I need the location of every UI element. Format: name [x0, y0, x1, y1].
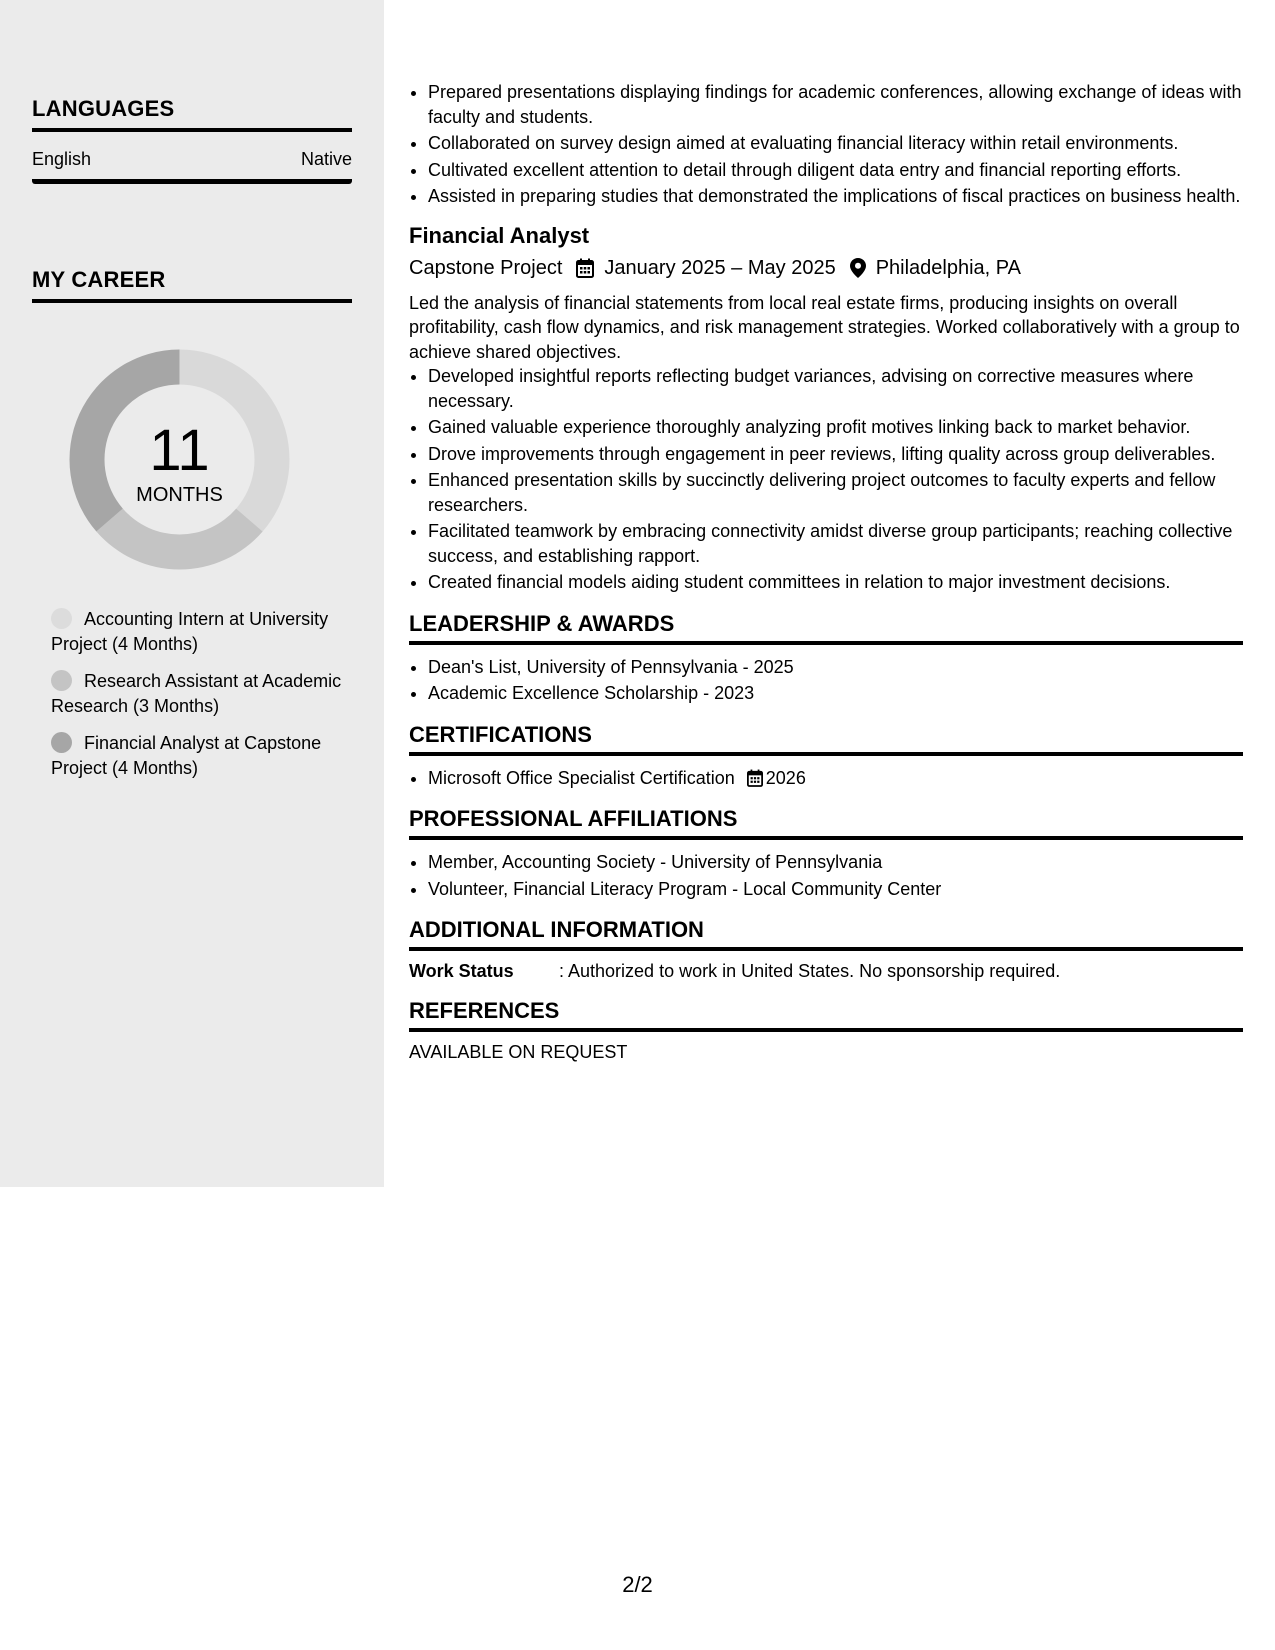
page-number: 2/2: [622, 1572, 653, 1597]
job-title: Financial Analyst: [409, 222, 590, 248]
bullet-item: • Gained valuable experience thoroughly analyzing profit motives linking back to market behavior.: [428, 415, 1243, 440]
certification-item: [428, 766, 1243, 791]
bullet-item: • Developed insightful reports reflecting budget variances, advising on corrective measures where necessary.: [428, 364, 1243, 413]
work-status-row: [409, 961, 1243, 982]
bullet-item: • Academic Excellence Scholarship - 2023: [428, 681, 1243, 706]
sidebar: [0, 0, 384, 1187]
career-legend-item: [51, 731, 351, 781]
bullet-item: • Dean's List, University of Pennsylvania - 2025: [428, 655, 1243, 680]
career-legend-item: [51, 669, 351, 719]
job-dates: January 2025 – May 2025: [604, 256, 836, 279]
references-text: AVAILABLE ON REQUEST: [409, 1042, 628, 1062]
career-legend-text: Financial Analyst at Capstone Project (4 Months): [51, 733, 322, 778]
career-section: [32, 267, 352, 303]
bullet-item: • Enhanced presentation skills by succinctly delivering project outcomes to faculty experts and fellow researchers.: [428, 468, 1243, 517]
work-status-label: Work Status: [409, 961, 514, 981]
certification-name: Microsoft Office Specialist Certification: [428, 767, 735, 788]
bullet-item: • Member, Accounting Society - University of Pennsylvania: [428, 850, 1243, 875]
certifications-list: [409, 766, 1243, 791]
legend-dot-icon: [51, 732, 72, 753]
calendar-icon: [576, 258, 594, 278]
certification-year: 2026: [765, 767, 806, 788]
legend-dot-icon: [51, 670, 72, 691]
career-legend-item: [51, 607, 351, 657]
job-company: Capstone Project: [409, 256, 563, 279]
languages-section: [32, 96, 352, 184]
bullet-item: • Drove improvements through engagement in peer reviews, lifting quality across group deliverables.: [428, 442, 1243, 467]
job-location: Philadelphia, PA: [875, 256, 1021, 279]
career-donut-chart: [66, 346, 293, 573]
job-bullets: [409, 364, 1243, 595]
career-legend-text: Accounting Intern at University Project (4 Months): [51, 609, 329, 654]
donut-total-number: 11: [149, 418, 210, 483]
leadership-list: [409, 655, 1243, 706]
certifications-heading: CERTIFICATIONS: [409, 722, 1243, 756]
work-status-value: : Authorized to work in United States. No sponsorship required.: [559, 961, 1061, 981]
previous-job-bullets: [409, 80, 1243, 209]
certification-date: [735, 768, 806, 788]
bullet-item: • Assisted in preparing studies that demonstrated the implications of fiscal practices on business health.: [428, 184, 1243, 209]
bullet-item: • Facilitated teamwork by embracing connectivity amidst diverse group participants; reaching collective success, and establishing rapport.: [428, 519, 1243, 568]
career-legend-text: Research Assistant at Academic Research (3 Months): [51, 671, 342, 716]
legend-dot-icon: [51, 608, 72, 629]
language-row: [32, 132, 352, 184]
career-heading: MY CAREER: [32, 267, 352, 303]
main-content: [409, 80, 1243, 1063]
career-legend: [51, 607, 351, 793]
location-pin-icon: [850, 258, 866, 278]
language-level: Native: [300, 149, 352, 169]
affiliations-list: [409, 850, 1243, 901]
job-description: Led the analysis of financial statements from local real estate firms, producing insights on overall profitability, cash flow dynamics, and risk management strategies. Worked collaboratively with a group to achieve shared objectives.: [409, 292, 1240, 362]
language-name: English: [32, 149, 92, 169]
references-heading: REFERENCES: [409, 998, 1243, 1032]
leadership-heading: LEADERSHIP & AWARDS: [409, 611, 1243, 645]
bullet-item: • Collaborated on survey design aimed at evaluating financial literacy within retail environments.: [428, 131, 1243, 156]
bullet-item: • Created financial models aiding student committees in relation to major investment decisions.: [428, 570, 1243, 595]
job-meta: [409, 253, 1243, 283]
calendar-icon: [747, 769, 763, 787]
bullet-item: • Volunteer, Financial Literacy Program - Local Community Center: [428, 877, 1243, 902]
bullet-item: • Prepared presentations displaying findings for academic conferences, allowing exchange of ideas with faculty and students.: [428, 80, 1243, 129]
languages-heading: LANGUAGES: [32, 96, 352, 132]
affiliations-heading: PROFESSIONAL AFFILIATIONS: [409, 806, 1243, 840]
bullet-item: • Cultivated excellent attention to detail through diligent data entry and financial reporting efforts.: [428, 158, 1243, 183]
donut-total-unit: MONTHS: [136, 484, 223, 506]
donut-center: [66, 346, 293, 573]
additional-info-heading: ADDITIONAL INFORMATION: [409, 917, 1243, 951]
